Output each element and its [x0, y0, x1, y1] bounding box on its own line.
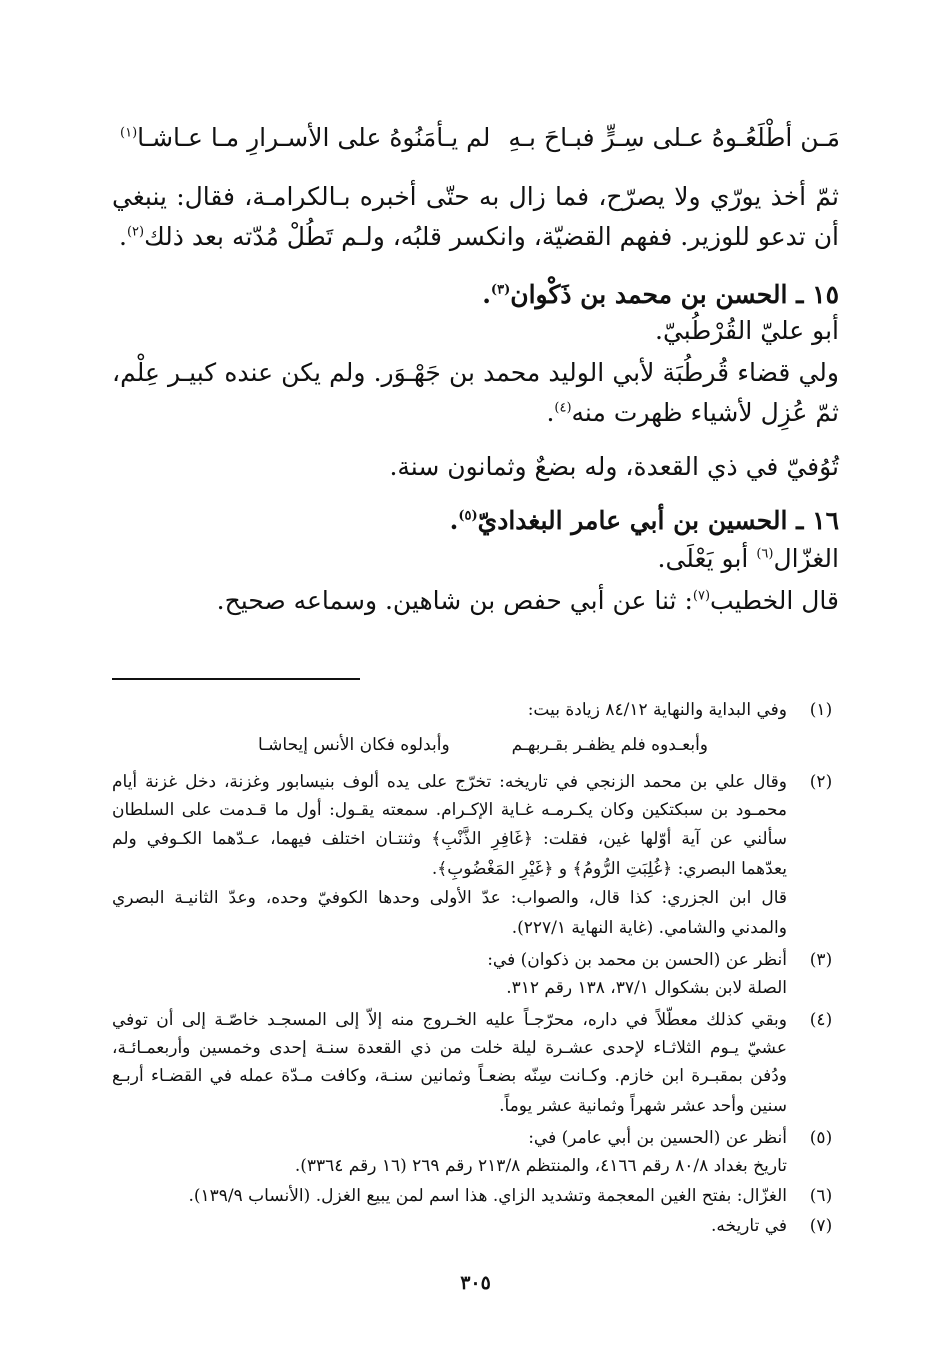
footnote-marker[interactable]: (١)	[120, 125, 138, 141]
footnote-number: (٣)	[809, 950, 833, 970]
footnote-text: قال ابن الجزري: كذا قال، والصواب: عدّ الأولى وحدها الكوفيّ وحده، وعدّ الثانيـة البصري	[112, 888, 787, 908]
footnote-marker[interactable]: (٦)	[756, 546, 774, 562]
footnote-verse	[258, 735, 708, 755]
footnote-verse-first: وأبعـدوه فلم يظفـر بقـربهـم	[511, 735, 708, 755]
footnote-text: والمدني والشامي. (غاية النهاية ٢٢٧/١).	[511, 918, 787, 938]
body-text-line: الغزّال$^{(٦)}$ أبو يَعْلَى.	[657, 544, 839, 573]
footnote-marker[interactable]: (٧)	[692, 588, 711, 604]
footnote-number: (٦)	[809, 1186, 833, 1206]
footnote-number: (٤)	[809, 1010, 833, 1030]
footnote-text: وفي البداية والنهاية ٨٤/١٢ زيادة بيت:	[527, 700, 787, 720]
footnote-text: تاريخ بغداد ٨٠/٨ رقم ٤١٦٦، والمنتظم ٢١٣/٨ رقم ٢٦٩ (١٦ رقم ٣٣٦٤).	[294, 1156, 787, 1176]
entry-kunya: أبو عليّ القُرْطُبيّ.	[655, 316, 839, 345]
footnote-text: في تاريخه.	[710, 1216, 787, 1236]
entry-heading: ١٥ ـ الحسن بن محمد بن ذَكْوان$^{(٣)}$.	[482, 280, 839, 309]
footnote-text: أنظر عن (الحسن بن محمد بن ذكوان) في:	[487, 950, 787, 970]
footnote-separator	[112, 678, 360, 680]
footnote-number: (١)	[809, 700, 833, 720]
body-text-line: ثمّ أخذ يورّي ولا يصرّح، فما زال به حتّى أخبره بـالكرامـة، فقال: ينبغي	[112, 182, 839, 211]
footnote-number: (٢)	[809, 772, 833, 792]
footnote-text: وقال علي بن محمد الزنجي في تاريخه: تخرّج على يده ألوف بنيسابور وغزنة، دخل غزنة أيام	[112, 772, 787, 792]
footnote-text: سنين وأحد عشر شهراً وثمانية عشر يوماً.	[499, 1096, 787, 1116]
footnote-text: يعدّهما البصري: ﴿غُلِبَتِ الرُّومُ﴾ و ﴿غَيْرِ المَغْضُوبِ﴾.	[431, 859, 787, 879]
page-number: ٣٠٥	[460, 1272, 491, 1294]
footnote-number: (٥)	[809, 1128, 833, 1148]
footnote-text: ودُفن بمقبـرة ابن خازم. وكـانت سِنّه بضعـاً وثمانين سنـة، وكافت مـدّة عمله في القضـاء أربـع	[112, 1066, 787, 1086]
footnote-verse-second: وأبدلوه فكان الأنس إيحاشـا	[258, 735, 450, 755]
entry-heading: ١٦ ـ الحسين بن أبي عامر البغداديّ$^{(٥)}$.	[449, 506, 839, 535]
body-text-line: أن تدعو للوزير. ففهم القضيّة، وانكسر قلبُه، ولـم تَطُلْ مُدّته بعد ذلك$^{(٢)}$.	[119, 222, 839, 251]
verse-second-hemistich: لم يـأمَنُوهُ على الأسـرارِ مـا عـاشـا$^{(١)}$	[120, 123, 491, 152]
footnote-marker[interactable]: (٣)	[490, 282, 511, 298]
footnote-number: (٧)	[809, 1216, 833, 1236]
footnote-marker[interactable]: (٥)	[458, 508, 478, 524]
poem-verse	[120, 118, 840, 158]
footnote-text: محمـود بن سبكتكين وكان يكـرمـه غـاية الإكـرام. سمعته يقـول: أول ما قـدمت على السلطان	[112, 800, 787, 820]
footnote-marker[interactable]: (٤)	[554, 400, 572, 416]
body-text-line: ولي قضاء قُرطُبَة لأبي الوليد محمد بن جَهْـوَر. ولم يكن عنده كبيـر عِلْم،	[112, 358, 839, 387]
footnote-text: الغزّال: بفتح الغين المعجمة وتشديد الزاي. هذا اسم لمن يبيع الغزل. (الأنساب ١٣٩/٩).	[188, 1186, 787, 1206]
body-text-line: ثمّ عُزِل لأشياء ظهرت منه$^{(٤)}$.	[546, 398, 839, 427]
footnote-text: سألني عن آية أوّلها غين، فقلت: ﴿غَافِرِ الذَّنْبِ﴾ وثنتـان اختلف فيهما، عـدّهما الكـوفي ولم	[112, 829, 787, 849]
footnote-marker[interactable]: (٢)	[126, 224, 145, 240]
footnote-text: وبقي كذلك معطّلاً في داره، محرّجـاً عليه الخـروج منه إلاّ إلى المسجـد خاصّـة إلى أن توفي	[112, 1010, 787, 1030]
footnote-text: الصلة لابن بشكوال ٣٧/١، ١٣٨ رقم ٣١٢.	[506, 978, 787, 998]
body-text-line: قال الخطيب$^{(٧)}$: ثنا عن أبي حفص بن شاهين. وسماعه صحيح.	[216, 586, 839, 615]
footnote-text: عشيّ يـوم الثلاثـاء لإحدى عشـرة ليلة خلت من ذي القعدة سنـة إحدى وخمسين وأربعمـائـة،	[112, 1038, 787, 1058]
body-text-line: تُوُفيّ في ذي القعدة، وله بضعٌ وثمانون سنة.	[389, 452, 839, 481]
verse-first-hemistich: مَـن أطْلَعُـوهُ عـلى سِـرٍّ فبـاحَ بـهِ	[508, 123, 840, 152]
footnote-text: أنظر عن (الحسين بن أبي عامر) في:	[528, 1128, 787, 1148]
